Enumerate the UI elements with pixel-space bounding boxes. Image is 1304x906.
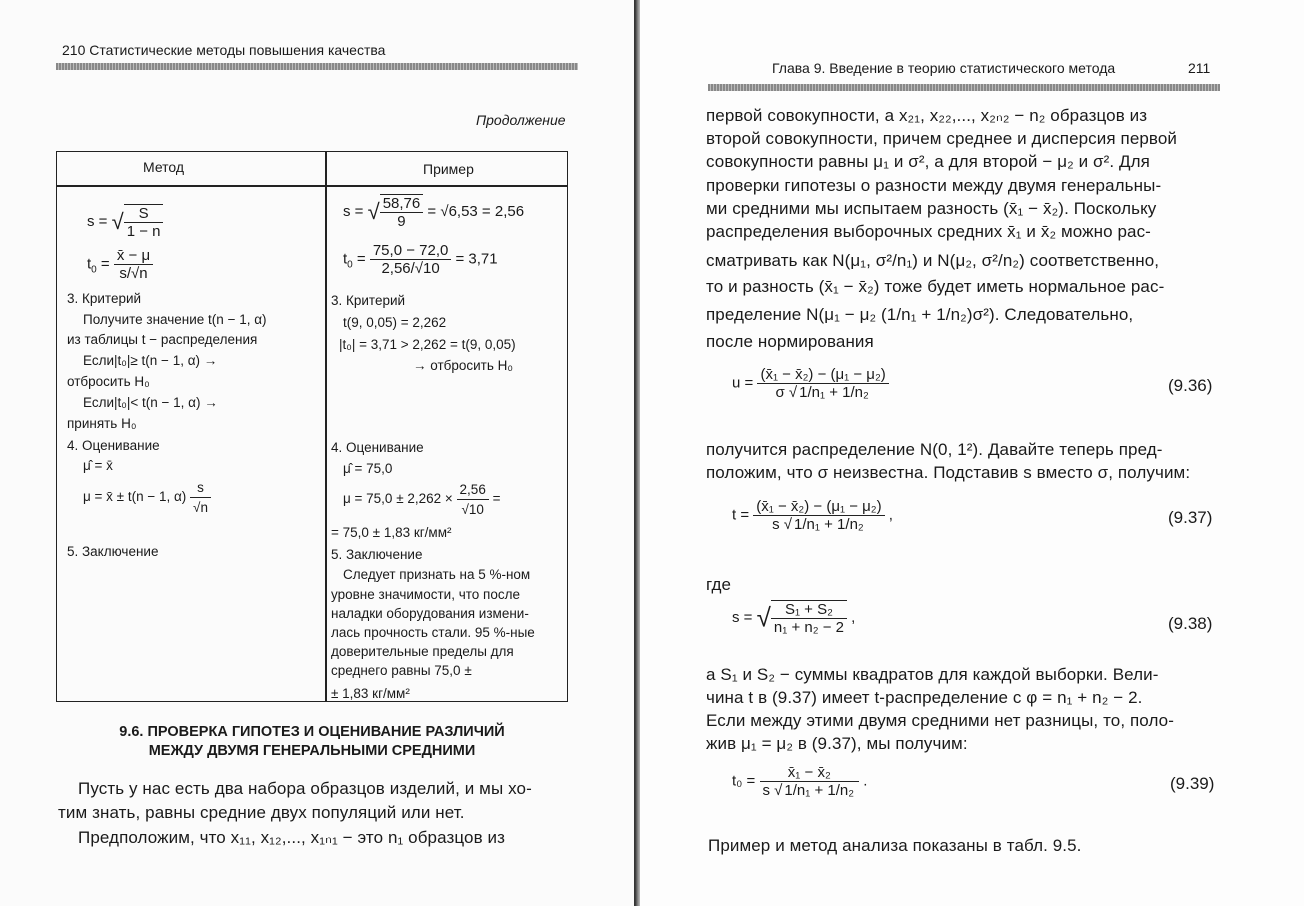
method-step-3-line: Если|t₀|≥ t(n − 1, α) → [83,353,218,368]
formula-text: = [492,491,501,507]
example-conclusion-line: среднего равны 75,0 ± [331,663,472,678]
table-divider-vertical [325,152,327,701]
text-line: то и разность (x̄₁ − x̄₂) тоже будет иметь нормальное рас- [706,277,1165,296]
text-line: получится распределение N(0, 1²). Давайте теперь пред- [706,440,1163,459]
continuation-label: Продолжение [476,112,566,128]
text-line: сматривать как N(μ₁, σ²/n₁) и N(μ₂, σ²/n₂) соответственно, [706,251,1160,270]
formula-lhs: t [87,255,92,273]
example-formula-t0: $t_0$ = $\frac{75,0 - 72,0}{2,56/√10}$ = 3,71 [343,242,498,277]
paragraph-line: Предположим, что x₁₁, x₁₂,..., x₁ₙ₁ − это n₁ образцов из [78,828,506,847]
example-step-3-title: 3. Критерий [331,293,406,308]
left-header-rule [56,63,578,70]
equation-9-39: t₀ = $\frac{\text{x̄₁ − x̄₂}}{\text{s √ 1/n₁ + 1/n₂}}$ . [732,764,868,799]
formula-lhs: s = [87,212,108,230]
method-step-3-line: отбросить H₀ [67,374,150,389]
text-line: чина t в (9.37) имеет t-распределение с φ = n₁ + n₂ − 2. [706,688,1143,707]
text-line: Пример и метод анализа показаны в табл. 9.5. [708,836,1082,855]
method-step-4-title: 4. Оценивание [67,438,160,453]
text-line: жив μ₁ = μ₂ в (9.37), мы получим: [706,734,968,753]
example-conclusion-line: доверительные пределы для [331,644,514,659]
equation-lhs: u = [732,374,754,392]
left-running-header: 210 Статистические методы повышения качества [62,42,386,58]
equation-numerator: x̄₁ − x̄₂ [760,764,860,782]
equation-denominator: n₁ + n₂ − 2 [773,619,844,636]
equation-denominator-root: 1/n₁ + 1/n₂ [794,516,864,533]
example-conclusion-line: Следует признать на 5 %-ном [343,567,531,582]
text-line: ми средними мы испытаем разность (x̄₁ − x̄₂). Поскольку [706,199,1157,218]
equation-number-9-38: (9.38) [1168,614,1213,633]
example-conclusion-line: наладки оборудования измени- [331,606,529,621]
text-line: где [706,575,732,594]
example-conclusion-line: лась прочность стали. 95 %-ные [331,625,535,640]
equation-denominator-factor: σ [775,384,785,401]
example-formula-s: s = √ $\frac{58,76}{9}$ = √6,53 = 2,56 [343,195,525,230]
formula-denominator: √10 [461,502,484,517]
method-step-3-line: принять H₀ [67,416,137,431]
example-conclusion-line: уровне значимости, что после [331,587,520,602]
equation-denominator-factor: s [772,516,780,533]
example-step-4-line: μ̂ = 75,0 [343,461,393,476]
method-step-4-formula [83,478,211,517]
right-header-rule [708,84,1220,91]
equation-numerator: (x̄₁ − x̄₂) − (μ₁ − μ₂) [757,366,888,384]
example-step-3-line: → отбросить H₀ [413,358,514,373]
formula-rhs: = 3,71 [455,250,498,268]
text-line: распределения выборочных средних x̄₁ и x̄₂ можно рас- [706,222,1151,241]
formula-denominator: √n [193,500,208,515]
equation-numerator: S₁ + S₂ [771,601,847,619]
right-page [640,0,1304,906]
example-step-4-formula [343,480,500,519]
equation-number-9-39: (9.39) [1170,774,1215,793]
text-line: а S₁ и S₂ − суммы квадратов для каждой выборки. Вели- [706,665,1159,684]
formula-numerator: S [124,205,164,223]
formula-denominator: s/√n [119,265,148,282]
section-heading-line-1: 9.6. ПРОВЕРКА ГИПОТЕЗ И ОЦЕНИВАНИЕ РАЗЛИЧИЙ [119,724,505,740]
equation-number-9-36: (9.36) [1168,376,1213,395]
formula-denominator: 2,56/√10 [381,260,440,277]
formula-denominator: 9 [397,213,406,230]
text-line: совокупности равны μ₁ и σ², а для второй − μ₂ и σ². Для [706,152,1150,171]
example-step-3-line: t(9, 0,05) = 2,262 [343,315,447,330]
equation-tail: . [863,772,868,790]
method-formula-t0: $t_0$ = $\frac{x̄ - \mu}{s/√n}$ [87,247,153,282]
text-line: Если между этими двумя средними нет разницы, то, поло- [706,711,1174,730]
method-example-table [56,151,568,702]
text-line: пределение N(μ₁ − μ₂ (1/n₁ + 1/n₂)σ²). Следовательно, [706,305,1134,324]
example-step-4-title: 4. Оценивание [331,440,424,455]
paragraph-line: тим знать, равны средние двух популяций или нет. [58,803,465,822]
method-step-3-title: 3. Критерий [67,291,142,306]
formula-denominator: 1 − n [126,223,161,240]
method-step-3-line: из таблицы t − распределения [67,332,258,347]
equation-tail: , [888,506,893,524]
table-divider-horizontal [57,185,567,187]
method-formula-s: s = √ $\frac{S}{1 - n}$ [87,204,163,240]
equation-9-37: t = $\frac{\text{(x̄₁ − x̄₂) − (μ₁ − μ₂)}}{\text{s √ 1/n₁ + 1/n₂}}$ , [732,498,893,533]
method-step-3-line: Получите значение t(n − 1, α) [83,312,267,327]
text-line: положим, что σ неизвестна. Подставив s вместо σ, получим: [706,463,1191,482]
equation-denominator-factor: s [762,782,770,799]
section-heading-line-2: МЕЖДУ ДВУМЯ ГЕНЕРАЛЬНЫМИ СРЕДНИМИ [148,743,476,759]
formula-subscript: 0 [91,264,97,276]
equation-9-36: u = $\frac{\text{(x̄₁ − x̄₂) − (μ₁ − μ₂)}}{\text{σ √ 1/n₁ + 1/n₂}}$ [732,366,889,401]
formula-numerator: s [190,478,211,498]
formula-text: μ = 75,0 ± 2,262 × [343,491,453,507]
example-conclusion-line: ± 1,83 кг/мм² [331,686,410,701]
formula-numerator: x̄ − μ [114,247,153,265]
formula-numerator: 58,76 [380,195,424,213]
column-header-method: Метод [143,159,185,175]
formula-lhs: s = [343,202,364,220]
left-page [0,0,634,906]
equation-denominator-root: 1/n₁ + 1/n₂ [799,384,869,401]
method-step-3-line: Если|t₀|< t(n − 1, α) → [83,395,218,410]
example-step-4-result: = 75,0 ± 1,83 кг/мм² [331,525,452,540]
example-step-3-line: |t₀| = 3,71 > 2,262 = t(9, 0,05) [339,337,516,352]
text-line: первой совокупности, а x₂₁, x₂₂,..., x₂ₙ₂ − n₂ образцов из [706,106,1148,125]
right-running-header: Глава 9. Введение в теорию статистического метода [772,60,1116,76]
formula-numerator: 2,56 [457,480,489,500]
formula-text: μ = x̄ ± t(n − 1, α) [83,489,187,505]
equation-9-38: s = √ $\frac{\text{S₁ + S₂}}{\text{n₁ + n₂ − 2}}$ , [732,601,856,636]
text-line: второй совокупности, причем среднее и дисперсия первой [706,129,1178,148]
right-page-number: 211 [1188,60,1211,76]
formula-numerator: 75,0 − 72,0 [370,242,451,260]
method-step-4-line: μ̂ = x̄ [83,458,113,473]
column-header-example: Пример [423,161,474,177]
method-step-5-title: 5. Заключение [67,544,159,559]
equation-tail: , [851,608,856,626]
equation-lhs: s = [732,608,753,626]
text-line: проверки гипотезы о разности между двумя генеральны- [706,176,1162,195]
equation-number-9-37: (9.37) [1168,508,1213,527]
formula-rhs: = √6,53 = 2,56 [427,202,525,220]
paragraph-line: Пусть у нас есть два набора образцов изделий, и мы хо- [78,779,532,798]
equation-lhs: t = [732,506,750,524]
example-step-5-title: 5. Заключение [331,547,423,562]
equation-numerator: (x̄₁ − x̄₂) − (μ₁ − μ₂) [753,498,884,516]
text-line: после нормирования [706,332,874,351]
equation-denominator-root: 1/n₁ + 1/n₂ [784,782,855,799]
equation-lhs: t₀ = [732,772,756,790]
